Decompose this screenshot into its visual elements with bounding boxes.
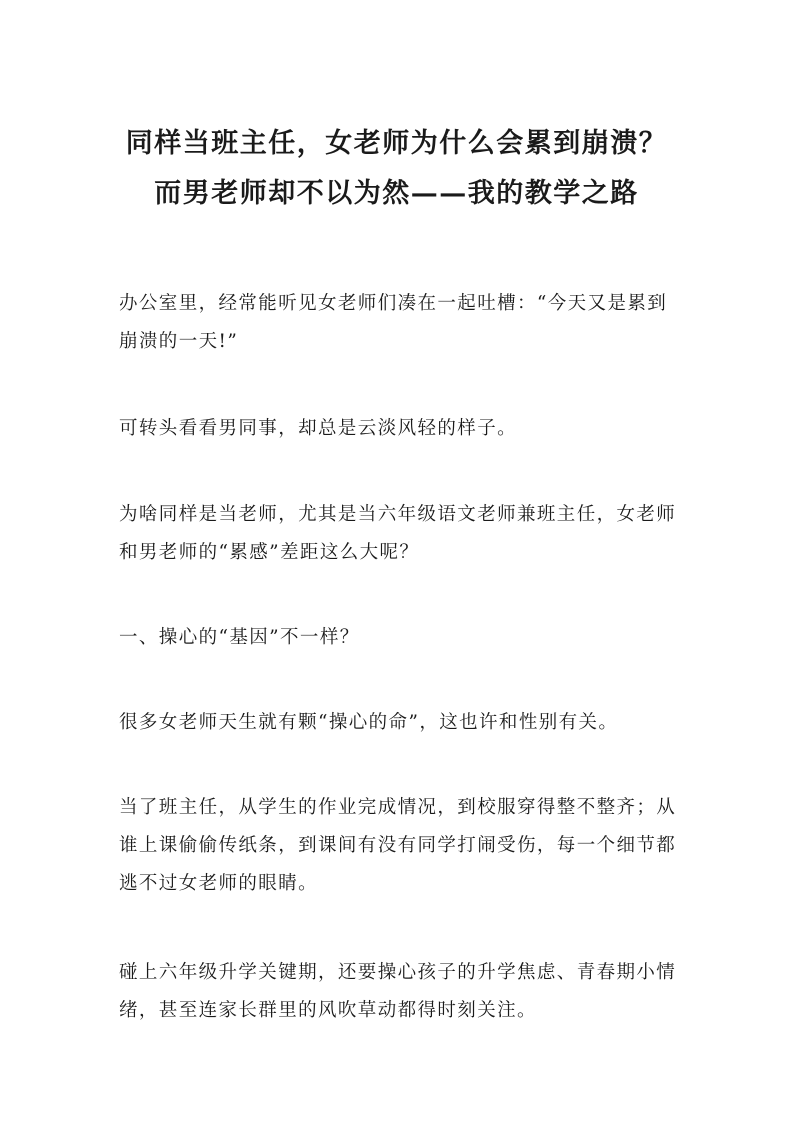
paragraph: 很多女老师天生就有颗“操心的命”，这也许和性别有关。 — [119, 712, 619, 733]
paragraph: 为啥同样是当老师，尤其是当六年级语文老师兼班主任，女老师和男老师的“累感”差距这么大呢？ — [119, 504, 677, 563]
paragraph: 办公室里，经常能听见女老师们凑在一起吐槽：“今天又是累到崩溃的一天!” — [119, 293, 668, 352]
paragraph: 碰上六年级升学关键期，还要操心孩子的升学焦虑、青春期小情绪，甚至连家长群里的风吹草动都得时刻关注。 — [119, 962, 677, 1021]
title-line-1: 同样当班主任，女老师为什么会累到崩溃？ — [125, 128, 668, 159]
paragraph: 当了班主任，从学生的作业完成情况，到校服穿得整不整齐；从谁上课偷偷传纸条，到课间有没有同学打闹受伤，每一个细节都逃不过女老师的眼睛。 — [119, 797, 677, 894]
title-line-2: 而男老师却不以为然——我的教学之路 — [154, 178, 639, 209]
paragraph: 可转头看看男同事，却总是云淡风轻的样子。 — [119, 418, 518, 439]
section-heading: 一、操心的“基因”不一样？ — [119, 627, 360, 648]
